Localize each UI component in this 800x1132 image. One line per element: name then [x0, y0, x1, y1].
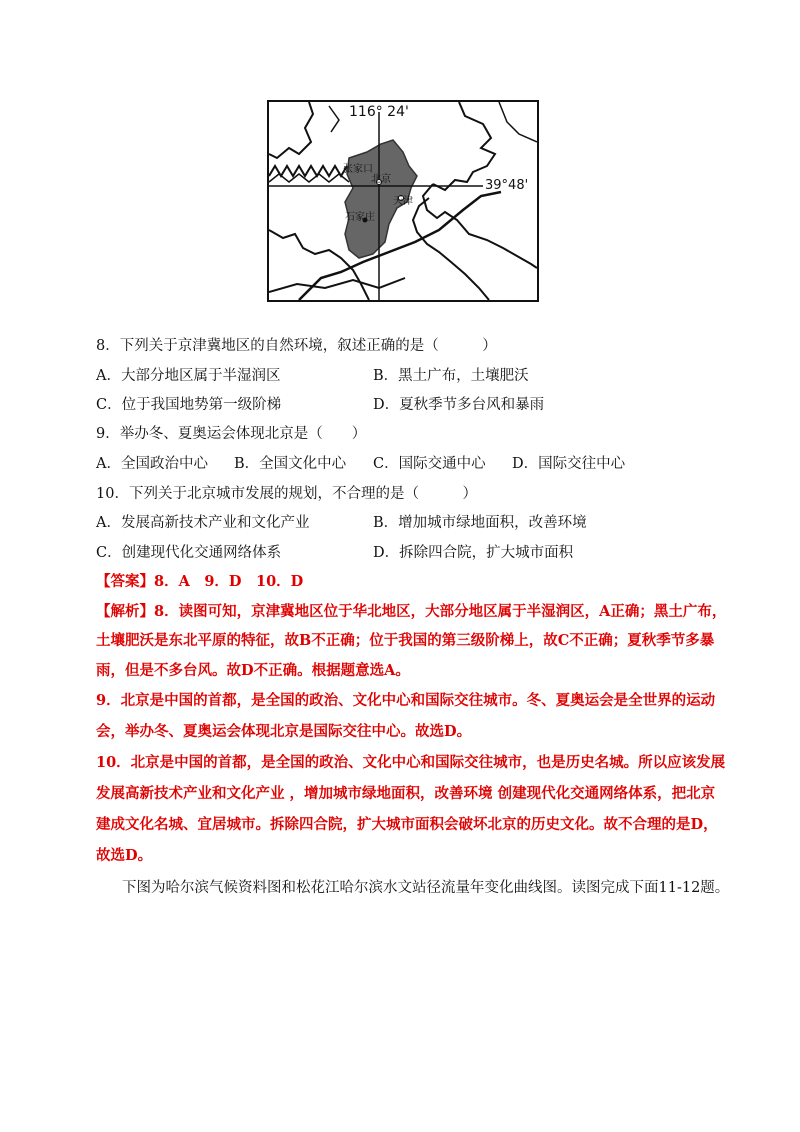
- analysis-line-1: [96, 602, 726, 622]
- analysis-line-3: 雨，但是不多台风。故D不正确。根据题意选A。: [96, 662, 410, 679]
- analysis-line-7: 发展高新技术产业和文化产业 ，增加城市绿地面积，改善环境 创建现代化交通网络体系，把北京: [96, 785, 716, 802]
- question-8-option-b: B．黑土广布，土壤肥沃: [373, 368, 529, 384]
- question-10-option-a: A．发展高新技术产业和文化产业: [96, 515, 310, 531]
- analysis-line-9: 故选D。: [96, 847, 153, 864]
- question-10-option-c: C．创建现代化交通网络体系: [96, 545, 282, 561]
- longitude-label: 116° 24': [349, 104, 409, 120]
- beijing-tianjin-hebei-map: [267, 100, 539, 302]
- analysis-tag: 【解析】: [96, 603, 154, 620]
- question-9-option-a: A．全国政治中心: [96, 456, 208, 472]
- answer-text: 8．A 9．D 10．D: [154, 573, 304, 590]
- question-9-stem: 9．举办冬、夏奥运会体现北京是（ ）: [96, 426, 367, 442]
- analysis-line-2: 土壤肥沃是东北平原的特征，故B不正确；位于我国的第三级阶梯上，故C不正确；夏秋季节多暴: [96, 632, 715, 649]
- question-10-option-b: B．增加城市绿地面积，改善环境: [373, 515, 587, 531]
- question-9-option-c: C．国际交通中心: [373, 456, 486, 472]
- city-label-beijing: 北京: [371, 174, 391, 185]
- analysis-line-5: 会，举办冬、夏奥运会体现北京是国际交往中心。故选D。: [96, 723, 472, 740]
- question-10-option-d: D．拆除四合院，扩大城市面积: [373, 545, 574, 561]
- analysis-line-4: 9．北京是中国的首都，是全国的政治、文化中心和国际交往城市。冬、夏奥运会是全世界的运动: [96, 692, 716, 709]
- question-8-option-d: D．夏秋季节多台风和暴雨: [373, 397, 545, 413]
- question-9-option-d: D．国际交往中心: [512, 456, 626, 472]
- answer-line: [96, 572, 303, 592]
- city-label-tianjin: 天津: [393, 196, 413, 207]
- answer-tag: 【答案】: [96, 573, 154, 590]
- question-9-option-b: B．全国文化中心: [234, 456, 347, 472]
- analysis-line-8: 建成文化名城、宜居城市。拆除四合院，扩大城市面积会破坏北京的历史文化。故不合理的是D，: [96, 816, 718, 833]
- city-label-shijiazhuang: 石家庄: [345, 212, 375, 223]
- next-questions-intro: 下图为哈尔滨气候资料图和松花江哈尔滨水文站径流量年变化曲线图。读图完成下面11-12题。: [122, 880, 730, 896]
- question-8-option-a: A．大部分地区属于半湿润区: [96, 368, 281, 384]
- question-10-stem: 10．下列关于北京城市发展的规划，不合理的是（ ）: [96, 486, 477, 502]
- question-8-stem: 8．下列关于京津冀地区的自然环境，叙述正确的是（ ）: [96, 338, 497, 354]
- city-label-zhangjiakou: 张家口: [343, 164, 373, 175]
- analysis-line-6: 10．北京是中国的首都，是全国的政治、文化中心和国际交往城市，也是历史名城。所以应该发展: [96, 754, 726, 771]
- question-8-option-c: C．位于我国地势第一级阶梯: [96, 397, 282, 413]
- latitude-label: 39°48': [485, 178, 529, 193]
- analysis-text-1: 8．读图可知，京津冀地区位于华北地区，大部分地区属于半湿润区，A正确；黑土广布，: [154, 603, 727, 620]
